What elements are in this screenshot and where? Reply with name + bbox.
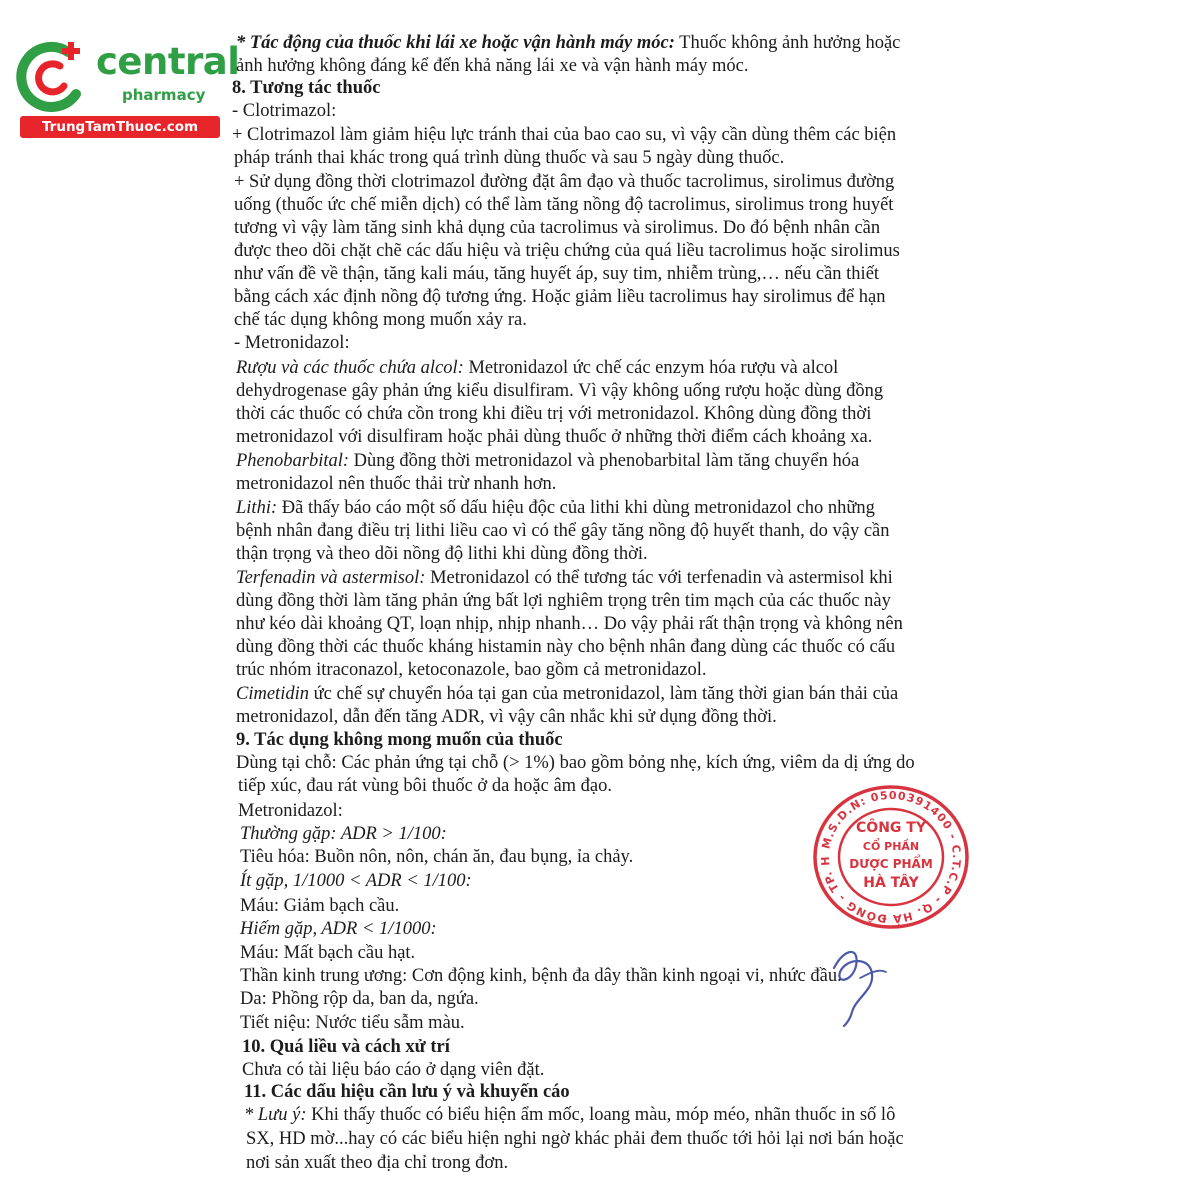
logo-brand-text: central [96,40,240,83]
doc-line: dehydrogenase gây phản ứng kiểu disulfiram. Vì vậy không uống rượu hoặc dùng đồng [236,381,884,401]
doc-line: SX, HD mờ...hay có các biểu hiện nghi ngờ khác phải đem thuốc tới hỏi lại nơi bán hoặc [246,1129,904,1149]
doc-line: Metronidazol: [238,801,343,821]
doc-line: Hiếm gặp, ADR < 1/1000: [240,919,437,939]
inline-label: Terfenadin và astermisol: [236,568,426,588]
doc-line: Thường gặp: ADR > 1/100: [240,824,447,844]
doc-line: metronidazol với disulfiram hoặc phải dùng thuốc ở những thời điểm cách khoảng xa. [236,427,873,447]
inline-text: Metronidazol có thể tương tác với terfenadin và astermisol khi [425,568,893,588]
doc-line: nơi sản xuất theo địa chỉ trong đơn. [246,1153,509,1173]
doc-line: Dùng tại chỗ: Các phản ứng tại chỗ (> 1%) bao gồm bỏng nhẹ, kích ứng, viêm da dị ứng do [236,753,915,773]
central-pharmacy-logo[interactable] [10,36,240,136]
logo-mark-icon [10,38,90,118]
doc-line: Máu: Giảm bạch cầu. [240,896,400,916]
inline-text: Đã thấy báo cáo một số dấu hiệu độc của lithi khi dùng metronidazol cho những [277,498,875,518]
inline-label: * Lưu ý: [244,1105,307,1125]
doc-line [236,450,859,472]
doc-line [236,357,838,379]
section-heading-8: 8. Tương tác thuốc [232,78,381,98]
stamp-line-3: DƯỢC PHẨM [849,857,933,871]
doc-line: Thần kinh trung ương: Cơn động kinh, bệnh đa dây thần kinh ngoại vi, nhức đầu. [240,966,842,986]
doc-line: metronidazol, dẫn đến tăng ADR, vì vậy cân nhắc khi sử dụng đồng thời. [236,707,777,727]
doc-line: bằng cách xác định nồng độ tương ứng. Hoặc giảm liều tacrolimus hay sirolimus để hạn [234,287,886,307]
stamp-line-4: HÀ TÂY [863,875,919,891]
stamp-line-2: CỔ PHẦN [862,840,920,853]
doc-line: uống (thuốc ức chế miễn dịch) có thể làm tăng nồng độ tacrolimus, sirolimus trong huyết [234,195,894,215]
doc-line: được theo dõi chặt chẽ các dấu hiệu và triệu chứng của quá liều tacrolimus hoặc sirolimus [234,241,900,261]
doc-line: - Clotrimazol: [232,101,337,121]
inline-text: Khi thấy thuốc có biểu hiện ẩm mốc, loang màu, móp méo, nhãn thuốc in số lô [306,1105,896,1125]
doc-line: Tiết niệu: Nước tiểu sẫm màu. [240,1013,465,1033]
doc-line: dùng đồng thời các thuốc kháng histamin này cho bệnh nhân đang dùng các thuốc có cấu [236,637,896,657]
company-stamp [806,782,976,932]
inline-label: Rượu và các thuốc chứa alcol: [236,358,464,378]
doc-line [236,567,893,589]
doc-line: như vấn đề về thận, tăng kali máu, tăng huyết áp, suy tim, nhiễm trùng,… nếu cần thiết [234,264,880,284]
inline-label: * Tác động của thuốc khi lái xe hoặc vận hành máy móc: [236,33,675,53]
inline-text: ức chế sự chuyển hóa tại gan của metronidazol, làm tăng thời gian bán thải của [308,684,899,704]
doc-line [244,1104,895,1126]
doc-line: pháp tránh thai khác trong quá trình dùng thuốc và sau 5 ngày dùng thuốc. [234,148,785,168]
doc-line: trúc nhóm itraconazol, ketoconazole, bao gồm cả metronidazol. [236,660,707,680]
doc-line: Tiêu hóa: Buồn nôn, nôn, chán ăn, đau bụng, ỉa chảy. [240,847,634,867]
section-heading-11: 11. Các dấu hiệu cần lưu ý và khuyến cáo [244,1082,570,1102]
doc-line: như kéo dài khoảng QT, loạn nhịp, nhịp nhanh… Do vậy phải rất thận trọng và không nên [236,614,903,634]
inline-label: Phenobarbital: [236,451,350,471]
doc-line [236,683,898,705]
doc-line: thận trọng và theo dõi nồng độ lithi khi dùng đồng thời. [236,544,648,564]
inline-text: Metronidazol ức chế các enzym hóa rượu và alcol [463,358,839,378]
stamp-ring-text: M.S.D.N: 0500391400 - C.T.C.P - Q. HÀ ĐÔNG - TP. H [818,788,964,926]
signature-icon [826,938,896,1028]
section-heading-10: 10. Quá liều và cách xử trí [242,1037,450,1057]
inline-text: Thuốc không ảnh hưởng hoặc [674,33,901,53]
doc-line: ảnh hưởng không đáng kể đến khả năng lái xe và vận hành máy móc. [236,56,749,76]
doc-line: tiếp xúc, đau rát vùng bôi thuốc ở da hoặc âm đạo. [238,776,613,796]
inline-label: Lithi: [236,498,278,518]
logo-website-badge[interactable]: TrungTamThuoc.com [20,116,220,138]
doc-line: thời các thuốc có chứa cồn trong khi điều trị với metronidazol. Không dùng đồng thời [236,404,872,424]
doc-line: - Metronidazol: [234,333,350,353]
stamp-seal-icon [806,782,976,932]
logo-sub-text: pharmacy [122,86,206,104]
inline-text: Dùng đồng thời metronidazol và phenobarbital làm tăng chuyển hóa [349,451,860,471]
doc-line: dùng đồng thời làm tăng phản ứng bất lợi nghiêm trọng trên tim mạch của các thuốc này [236,591,891,611]
doc-line: chế tác dụng không mong muốn xảy ra. [234,310,527,330]
doc-line: + Clotrimazol làm giảm hiệu lực tránh thai của bao cao su, vì vậy cần dùng thêm các biện [232,125,897,145]
doc-line: bệnh nhân đang điều trị lithi liều cao vì có thể gây tăng nồng độ huyết thanh, do vậy cần [236,521,890,541]
doc-line: Máu: Mất bạch cầu hạt. [240,943,416,963]
doc-line: Ít gặp, 1/1000 < ADR < 1/100: [240,871,472,891]
stamp-line-1: CÔNG TY [856,820,926,836]
section-heading-9: 9. Tác dụng không mong muốn của thuốc [236,730,563,750]
doc-line: metronidazol nên thuốc thải trừ nhanh hơn. [236,474,557,494]
doc-line [236,32,900,54]
doc-line: + Sử dụng đồng thời clotrimazol đường đặt âm đạo và thuốc tacrolimus, sirolimus đường [234,172,895,192]
doc-line: Chưa có tài liệu báo cáo ở dạng viên đặt. [242,1060,545,1080]
inline-label: Cimetidin [236,684,309,704]
doc-line: Da: Phồng rộp da, ban da, ngứa. [240,989,479,1009]
doc-line [236,497,875,519]
doc-line: tương vì vậy làm tăng sinh khả dụng của tacrolimus và sirolimus. Do đó bệnh nhân cần [234,218,881,238]
